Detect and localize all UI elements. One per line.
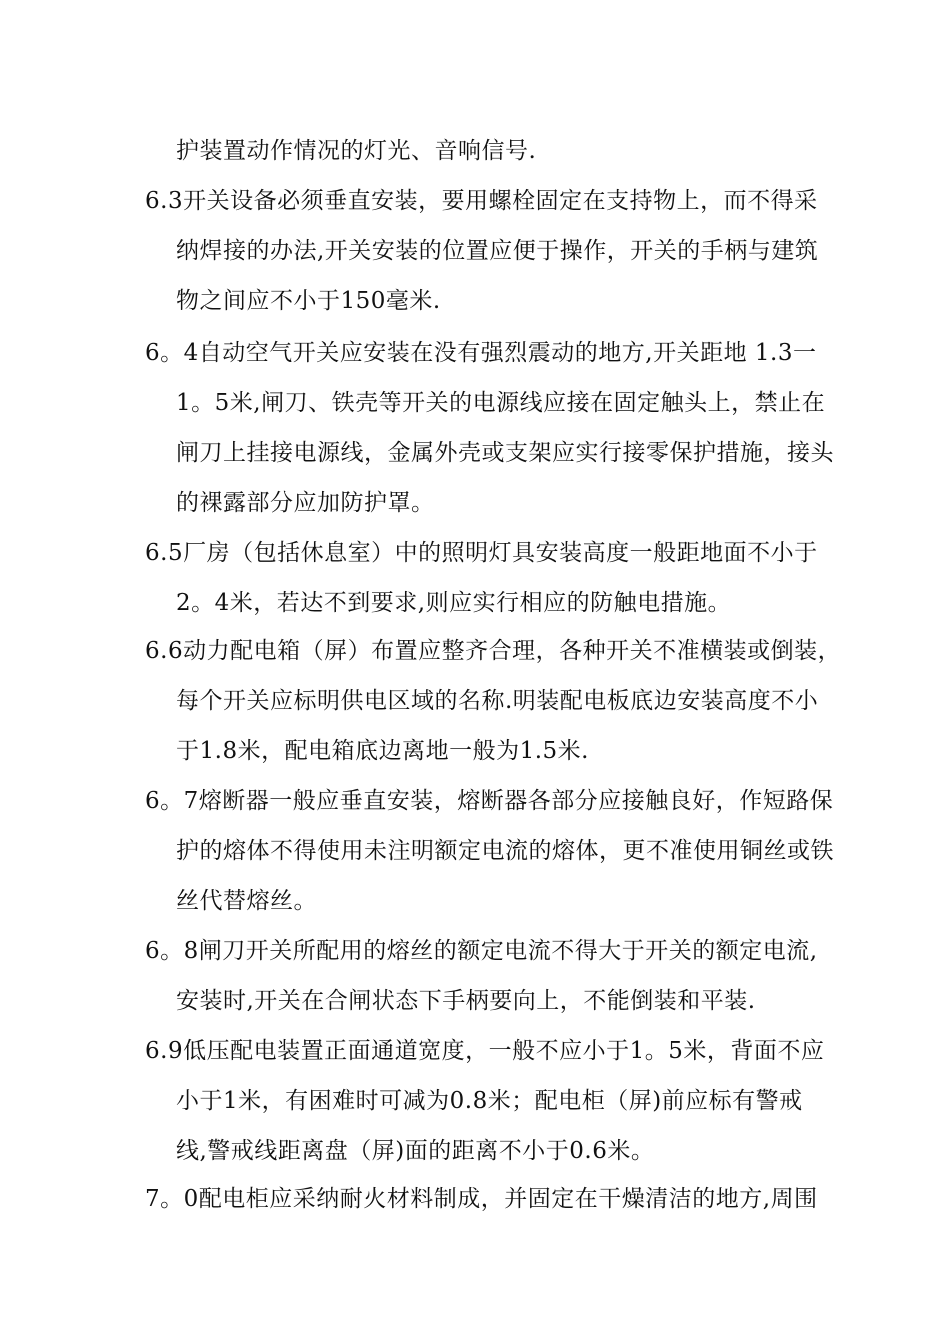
text-line: 丝代替熔丝。 <box>176 888 317 914</box>
text-line: 6.9低压配电装置正面通道宽度，一般不应小于1。5米，背面不应 <box>145 1038 825 1064</box>
text-line: 6.3开关设备必须垂直安装，要用螺栓固定在支持物上，而不得采 <box>145 188 818 214</box>
text-line: 6。7熔断器一般应垂直安装，熔断器各部分应接触良好，作短路保 <box>145 788 834 814</box>
text-line: 闸刀上挂接电源线，金属外壳或支架应实行接零保护措施，接头 <box>176 440 834 466</box>
text-line: 的裸露部分应加防护罩。 <box>176 490 435 516</box>
text-line: 1。5米,闸刀、铁壳等开关的电源线应接在固定触头上，禁止在 <box>176 390 826 416</box>
text-line: 每个开关应标明供电区域的名称.明装配电板底边安装高度不小 <box>176 688 819 714</box>
text-line: 2。4米，若达不到要求,则应实行相应的防触电措施。 <box>176 590 732 616</box>
text-line: 物之间应不小于150毫米. <box>176 288 441 314</box>
text-line: 于1.8米，配电箱底边离地一般为1.5米. <box>176 738 589 764</box>
text-line: 纳焊接的办法,开关安装的位置应便于操作，开关的手柄与建筑 <box>176 238 819 264</box>
text-line: 6。4自动空气开关应安装在没有强烈震动的地方,开关距地 1.3一 <box>145 340 817 366</box>
text-line: 7。0配电柜应采纳耐火材料制成，并固定在干燥清洁的地方,周围 <box>145 1186 818 1212</box>
text-line: 护的熔体不得使用未注明额定电流的熔体，更不准使用铜丝或铁 <box>176 838 834 864</box>
text-line: 6.6动力配电箱（屏）布置应整齐合理，各种开关不准横装或倒装， <box>145 638 842 664</box>
text-line: 6。8闸刀开关所配用的熔丝的额定电流不得大于开关的额定电流, <box>145 938 818 964</box>
text-line: 线,警戒线距离盘（屏)面的距离不小于0.6米。 <box>176 1138 655 1164</box>
text-line: 护装置动作情况的灯光、音响信号. <box>176 138 537 164</box>
text-line: 6.5厂房（包括休息室）中的照明灯具安装高度一般距地面不小于 <box>145 540 818 566</box>
text-line: 小于1米，有困难时可减为0.8米；配电柜（屏)前应标有警戒 <box>176 1088 803 1114</box>
text-line: 安装时,开关在合闸状态下手柄要向上，不能倒装和平装. <box>176 988 756 1014</box>
